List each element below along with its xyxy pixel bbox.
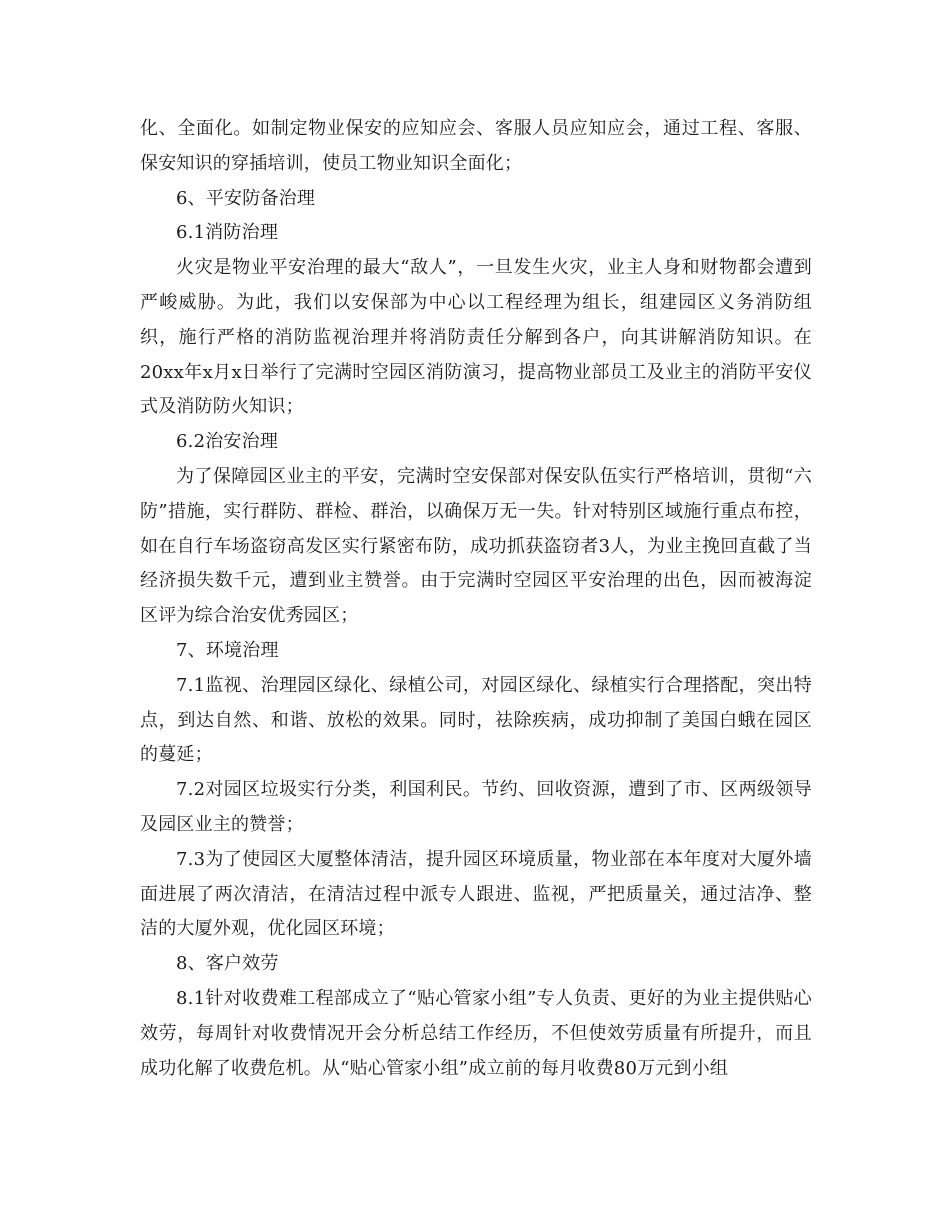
section-heading-safety: 6、平安防备治理 — [176, 187, 316, 209]
document-body — [140, 112, 812, 1086]
paragraph-security: 为了保障园区业主的平安，完满时空安保部对保安队伍实行严格培训，贯彻“六防”措施，实行群防、群检、群治，以确保万无一失。针对特别区域施行重点布控，如在自行车场盗窃高发区实行紧密布防，成功抓获盗窃者3人，为业主挽回直截了当经济损失数千元，遭到业主赞誉。由于完满时空园区平安治理的出色，因而被海淀区评为综合治安优秀园区； — [140, 465, 812, 627]
paragraph-greening: 7.1监视、治理园区绿化、绿植公司，对园区绿化、绿植实行合理搭配，突出特点，到达自然、和谐、放松的效果。同时，祛除疾病，成功抑制了美国白蛾在园区的蔓延； — [140, 674, 812, 766]
subsection-heading-fire: 6.1消防治理 — [176, 222, 279, 244]
paragraph-garbage: 7.2对园区垃圾实行分类，利国利民。节约、回收资源，遭到了市、区两级领导及园区业主的赞誉； — [140, 779, 812, 835]
subsection-heading-security: 6.2治安治理 — [176, 431, 279, 453]
section-heading-customer-service: 8、客户效劳 — [176, 953, 279, 975]
paragraph-fee-collection: 8.1针对收费难工程部成立了“贴心管家小组”专人负责、更好的为业主提供贴心效劳，每周针对收费情况开会分析总结工作经历，不但使效劳质量有所提升，而且成功化解了收费危机。从“贴心管家小组”成立前的每月收费80万元到小组 — [140, 987, 812, 1079]
paragraph-fire: 火灾是物业平安治理的最大“敌人”，一旦发生火灾，业主人身和财物都会遭到严峻威胁。为此，我们以安保部为中心以工程经理为组长，组建园区义务消防组织，施行严格的消防监视治理并将消防责任分解到各户，向其讲解消防知识。在20xx年x月x日举行了完满时空园区消防演习，提高物业部员工及业主的消防平安仪式及消防防火知识； — [140, 257, 812, 418]
section-heading-environment: 7、环境治理 — [176, 639, 279, 661]
paragraph-continuation: 化、全面化。如制定物业保安的应知应会、客服人员应知应会，通过工程、客服、保安知识的穿插培训，使员工物业知识全面化； — [140, 118, 812, 174]
paragraph-cleaning: 7.3为了使园区大厦整体清洁，提升园区环境质量，物业部在本年度对大厦外墙面进展了两次清洁，在清洁过程中派专人跟进、监视，严把质量关，通过洁净、整洁的大厦外观，优化园区环境； — [140, 848, 812, 940]
